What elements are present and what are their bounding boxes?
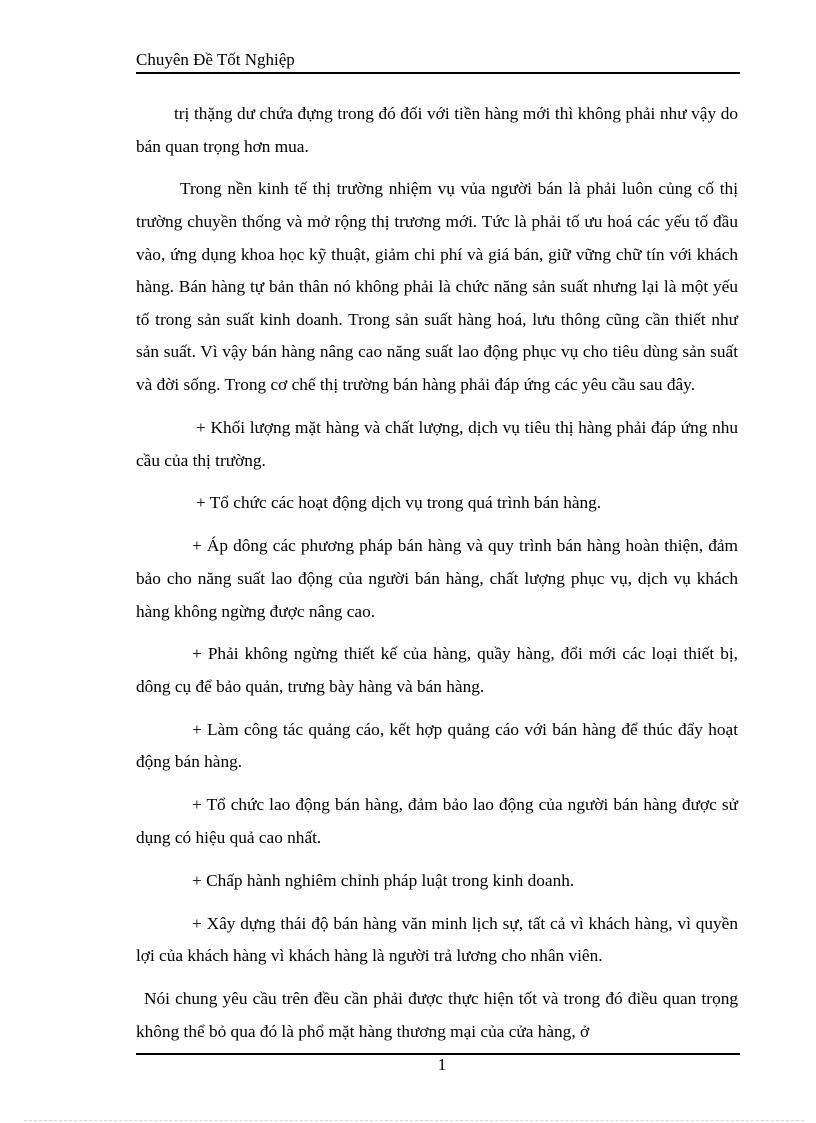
requirement-item-methods: + Áp dông các phương pháp bán hàng và quy trình bán hàng hoàn thiện, đảm bảo cho năng suất lao động của người bán hàng, chất lượng phục vụ, dịch vụ khách hàng không ngừng được nâng cao.: [136, 536, 738, 621]
paragraph-continuation: trị thặng dư chứa đựng trong đó đối với tiền hàng mới thì không phải như vậy do bán quan trọng hơn mua.: [136, 104, 738, 156]
requirement-item-labor: + Tổ chức lao động bán hàng, đảm bảo lao động của người bán hàng được sử dụng có hiệu quả cao nhất.: [136, 795, 738, 847]
requirement-item-law: + Chấp hành nghiêm chỉnh pháp luật trong kinh doanh.: [192, 870, 575, 890]
paragraph-conclusion: Nói chung yêu cầu trên đều cần phải được thực hiện tốt và trong đó điều quan trọng không thể bỏ qua đó là phổ mặt hàng thương mại của cửa hàng, ở: [136, 989, 738, 1041]
document-body: [136, 98, 738, 1059]
page-number: 1: [437, 1055, 447, 1074]
requirement-item-attitude: + Xây dựng thái độ bán hàng văn minh lịch sự, tất cả vì khách hàng, vì quyền lợi của khách hàng vì khách hàng là người trả lương cho nhân viên.: [136, 913, 738, 966]
header-title: Chuyên Đề Tốt Nghiệp: [136, 50, 295, 69]
page-bottom-edge: [24, 1120, 804, 1121]
requirement-item-services: + Tổ chức các hoạt động dịch vụ trong quá trình bán hàng.: [196, 493, 602, 513]
requirement-item-quality: + Khối lượng mặt hàng và chất lượng, dịch vụ tiêu thị hàng phải đáp ứng nhu cầu của thị trường.: [136, 417, 738, 470]
page-header: [136, 48, 740, 74]
paragraph-market-duties: Trong nền kinh tế thị trường nhiệm vụ vủa người bán là phải luôn củng cố thị trường chuyền thống và mở rộng thị trương mới. Tức là phải tố ưu hoá các yếu tố đầu vào, ứng dụng khoa học kỹ thuật, giảm chi phí và giá bán, giữ vững chữ tín với khách hàng. Bán hàng tự bản thân nó không phải là chức năng sản suất nhưng lại là một yếu tố trong sản suất kinh doanh. Trong sản suất hàng hoá, lưu thông cũng cần thiết như sản suất. Vì vậy bán hàng nâng cao năng suất lao động phục vụ cho tiêu dùng sản suất và đời sống. Trong cơ chế thị trường bán hàng phải đáp ứng các yêu cầu sau đây.: [136, 179, 738, 395]
requirement-item-advertising: + Làm công tác quảng cáo, kết hợp quảng cáo với bán hàng để thúc đẩy hoạt động bán hàng.: [136, 719, 738, 772]
requirement-item-design: + Phải không ngừng thiết kế của hàng, quầy hàng, đổi mới các loại thiết bị, dông cụ để bảo quản, trưng bày hàng và bán hàng.: [136, 644, 738, 696]
